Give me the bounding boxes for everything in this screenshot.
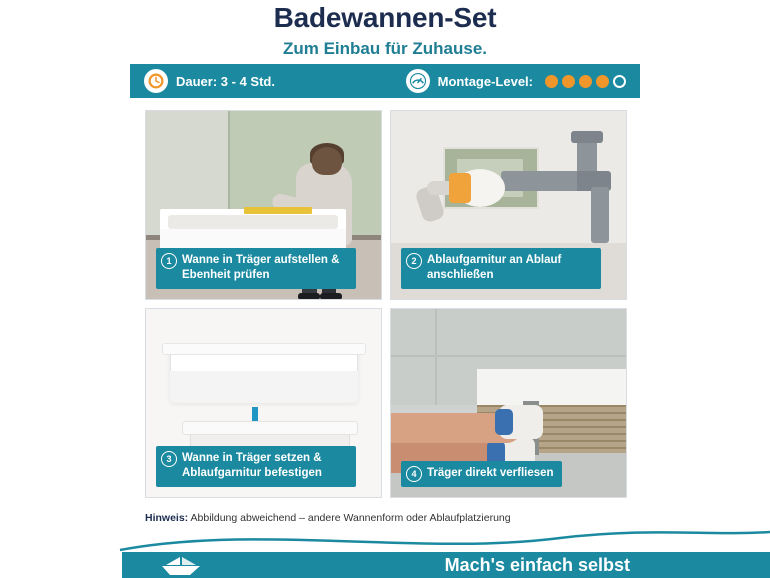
step-caption-text-2: Ablaufgarnitur an Ablauf anschließen [427, 253, 562, 282]
level-label: Montage-Level: [437, 73, 533, 89]
step-card-3 [145, 308, 382, 498]
footer-bar [122, 552, 770, 578]
note-label: Hinweis: [145, 512, 189, 524]
step-card-2 [390, 110, 627, 300]
level-dot-1 [545, 75, 558, 88]
duration-label: Dauer: 3 - 4 Std. [176, 73, 275, 89]
step-card-4 [390, 308, 627, 498]
level-dot-5 [613, 75, 626, 88]
step-number-2: 2 [406, 253, 422, 269]
step-caption-text-4: Träger direkt verfliesen [427, 467, 554, 480]
step-caption-1 [156, 248, 356, 289]
step-card-1 [145, 110, 382, 300]
page-subtitle: Zum Einbau für Zuhause. [282, 39, 487, 58]
step-caption-3 [156, 446, 356, 487]
steps-grid [145, 110, 627, 498]
page-title: Badewannen-Set [273, 2, 497, 33]
note-text: Abbildung abweichend – andere Wannenform oder Ablaufplatzierung [190, 512, 511, 524]
level-dot-2 [562, 75, 575, 88]
level-dot-3 [579, 75, 592, 88]
duration-group [144, 69, 275, 93]
montage-level-dots [545, 75, 626, 88]
step-caption-text-1: Wanne in Träger aufstellen & Ebenheit prüfen [182, 253, 340, 282]
step-number-1: 1 [161, 253, 177, 269]
note [145, 512, 511, 524]
step-caption-4 [401, 461, 562, 487]
wave-divider [0, 530, 770, 554]
step-number-3: 3 [161, 451, 177, 467]
clock-icon [144, 69, 168, 93]
step-caption-2 [401, 248, 601, 289]
footer-slogan: Mach's einfach selbst [444, 554, 630, 575]
paper-boat-icon [160, 556, 202, 578]
info-bar [130, 64, 640, 98]
level-group [406, 69, 626, 93]
step-number-4: 4 [406, 466, 422, 482]
level-dot-4 [596, 75, 609, 88]
step-caption-text-3: Wanne in Träger setzen & Ablaufgarnitur befestigen [182, 451, 322, 480]
gauge-icon [406, 69, 430, 93]
